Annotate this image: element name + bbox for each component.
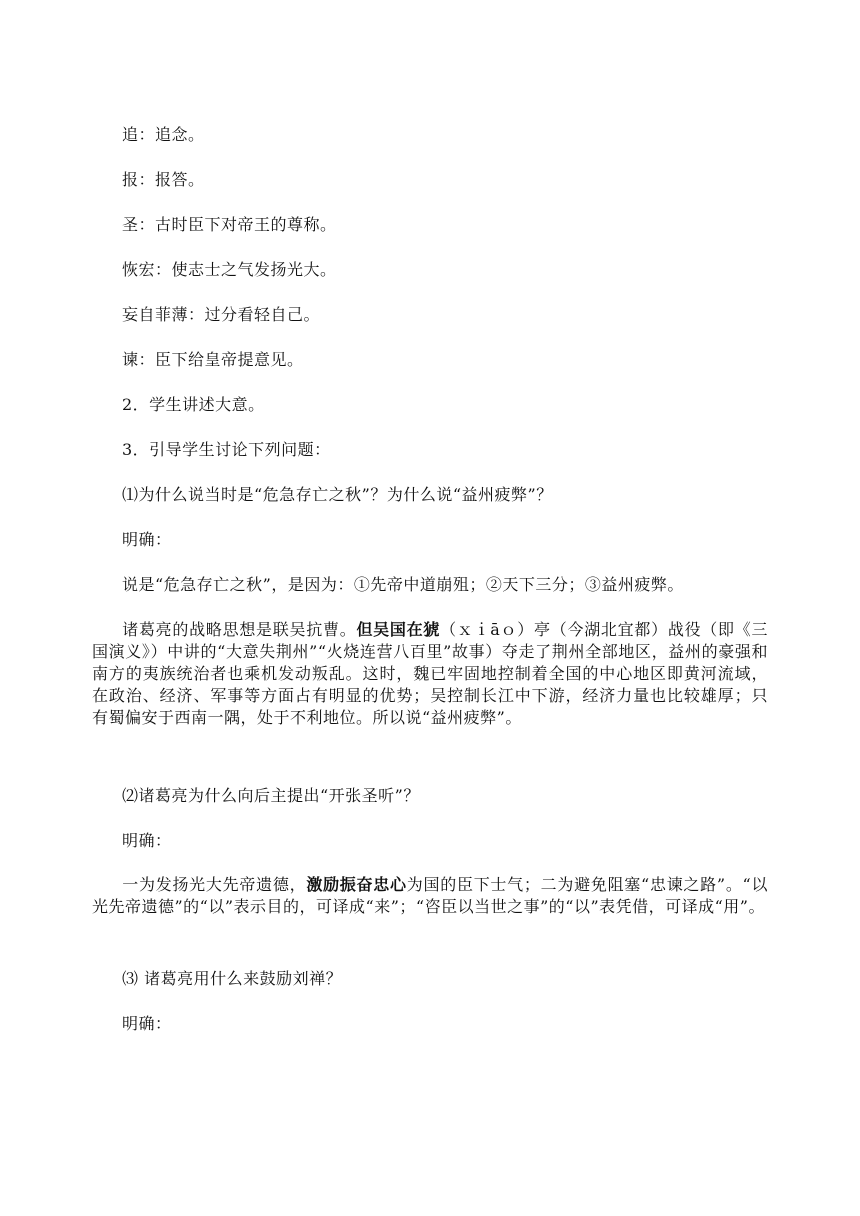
- annotation-line: 恢宏：使志士之气发扬光大。: [122, 260, 337, 279]
- annotation-line: 报：报答。: [122, 170, 205, 189]
- question-1: ⑴为什么说当时是“危急存亡之秋”？为什么说“益州疲弊”？: [122, 485, 553, 504]
- answer-paragraph-1: [92, 619, 768, 729]
- annotation-line: 谏：臣下给皇帝提意见。: [122, 350, 304, 369]
- annotation-line: 妄自菲薄：过分看轻自己。: [122, 305, 321, 324]
- para2-text-a: 一为发扬光大先帝遗德，: [122, 875, 307, 894]
- answer-label: 明确：: [122, 1014, 172, 1033]
- answer-label: 明确：: [122, 530, 172, 549]
- annotation-line: 追：追念。: [122, 125, 205, 144]
- answer-label: 明确：: [122, 831, 172, 850]
- para1-text-b: （ｘｉāｏ）亭（今湖北宜都）战役（即《三国演义》）中讲的“大意失荆州”“火烧连营八百里”故事）夺走了荆州全部地区，益州的豪强和南方的夷族统治者也乘机发动叛乱。这时，魏已牢固地控制着全国的中心地区即黄河流域，在政治、经济、军事等方面占有明显的优势；吴控制长江中下游，经济力量也比较雄厚；只有蜀偏安于西南一隅，处于不利地位。所以说“益州疲弊”。: [92, 620, 768, 727]
- para1-emphasis: 但吴国在猇: [356, 620, 441, 639]
- step-line: 2．学生讲述大意。: [122, 395, 265, 414]
- annotation-line: 圣：古时臣下对帝王的尊称。: [122, 215, 337, 234]
- para2-text-b: 为国的臣下士气；二为避免阻塞“忠谏之路”。“以光先帝遗德”的“以”表示目的，可译成“来”；“咨臣以当世之事”的“以”表凭借，可译成“用”。: [92, 875, 768, 916]
- para1-text-a: 诸葛亮的战略思想是联吴抗曹。: [122, 620, 357, 639]
- para2-emphasis: 激励振奋忠心: [306, 875, 407, 894]
- answer-line: 说是“危急存亡之秋”，是因为：①先帝中道崩殂；②天下三分；③益州疲弊。: [122, 575, 684, 594]
- step-line: 3．引导学生讨论下列问题：: [122, 440, 331, 459]
- question-2: ⑵诸葛亮为什么向后主提出“开张圣听”？: [122, 786, 420, 805]
- answer-paragraph-2: [92, 874, 768, 918]
- question-3: ⑶ 诸葛亮用什么来鼓励刘禅？: [122, 969, 343, 988]
